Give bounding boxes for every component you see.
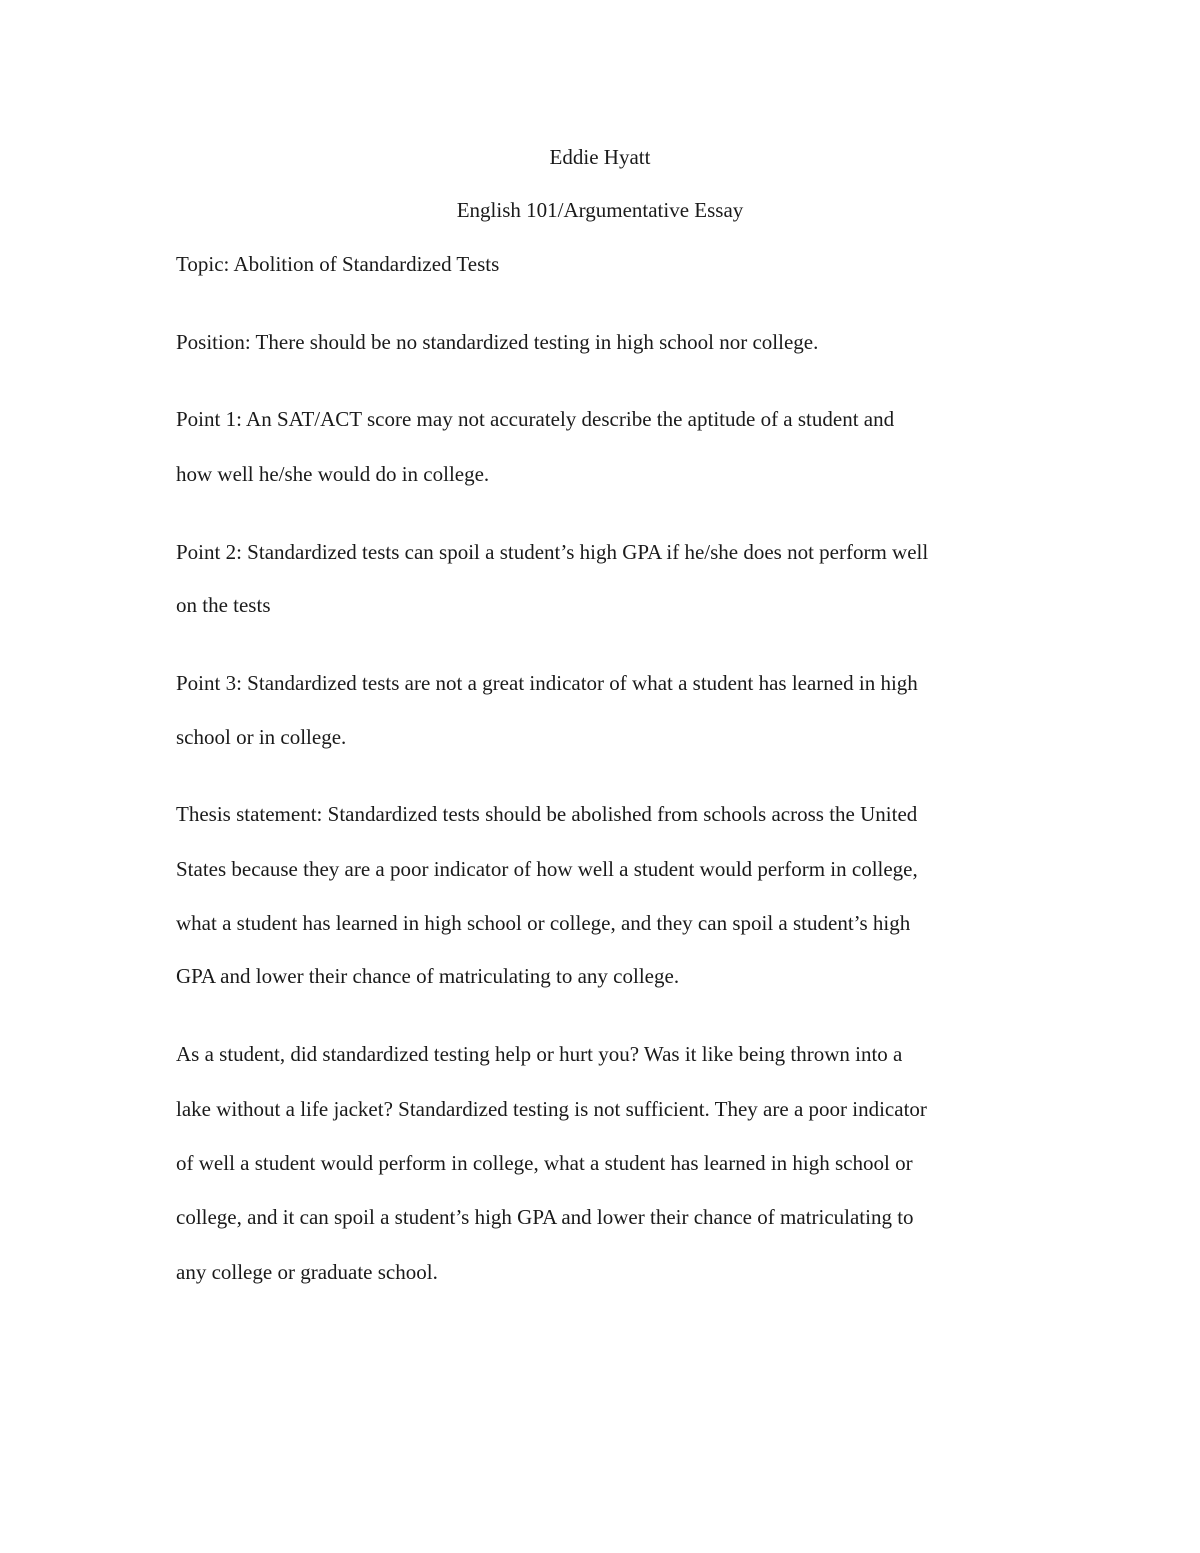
point3-line-2: school or in college. <box>176 725 347 749</box>
thesis-line-4: GPA and lower their chance of matriculating to any college. <box>176 964 680 988</box>
body-line-3: of well a student would perform in college, what a student has learned in high school or <box>176 1151 913 1175</box>
author-name: Eddie Hyatt <box>549 145 651 169</box>
point3-line-1: Point 3: Standardized tests are not a great indicator of what a student has learned in high <box>176 671 918 695</box>
point2-line-1: Point 2: Standardized tests can spoil a student’s high GPA if he/she does not perform well <box>176 540 929 564</box>
point1-line-2: how well he/she would do in college. <box>176 462 490 486</box>
course-title: English 101/Argumentative Essay <box>456 198 744 222</box>
point2-line-2: on the tests <box>176 593 271 617</box>
body-line-5: any college or graduate school. <box>176 1260 438 1284</box>
body-line-4: college, and it can spoil a student’s high GPA and lower their chance of matriculating to <box>176 1205 914 1229</box>
topic-line: Topic: Abolition of Standardized Tests <box>176 252 500 276</box>
position-line: Position: There should be no standardized testing in high school nor college. <box>176 330 819 354</box>
body-line-1: As a student, did standardized testing help or hurt you? Was it like being thrown into a <box>176 1042 903 1066</box>
thesis-line-1: Thesis statement: Standardized tests should be abolished from schools across the United <box>176 802 918 826</box>
thesis-line-2: States because they are a poor indicator of how well a student would perform in college, <box>176 857 918 881</box>
point1-line-1: Point 1: An SAT/ACT score may not accurately describe the aptitude of a student and <box>176 407 895 431</box>
body-line-2: lake without a life jacket? Standardized testing is not sufficient. They are a poor indicator <box>176 1097 927 1121</box>
thesis-line-3: what a student has learned in high school or college, and they can spoil a student’s high <box>176 911 911 935</box>
